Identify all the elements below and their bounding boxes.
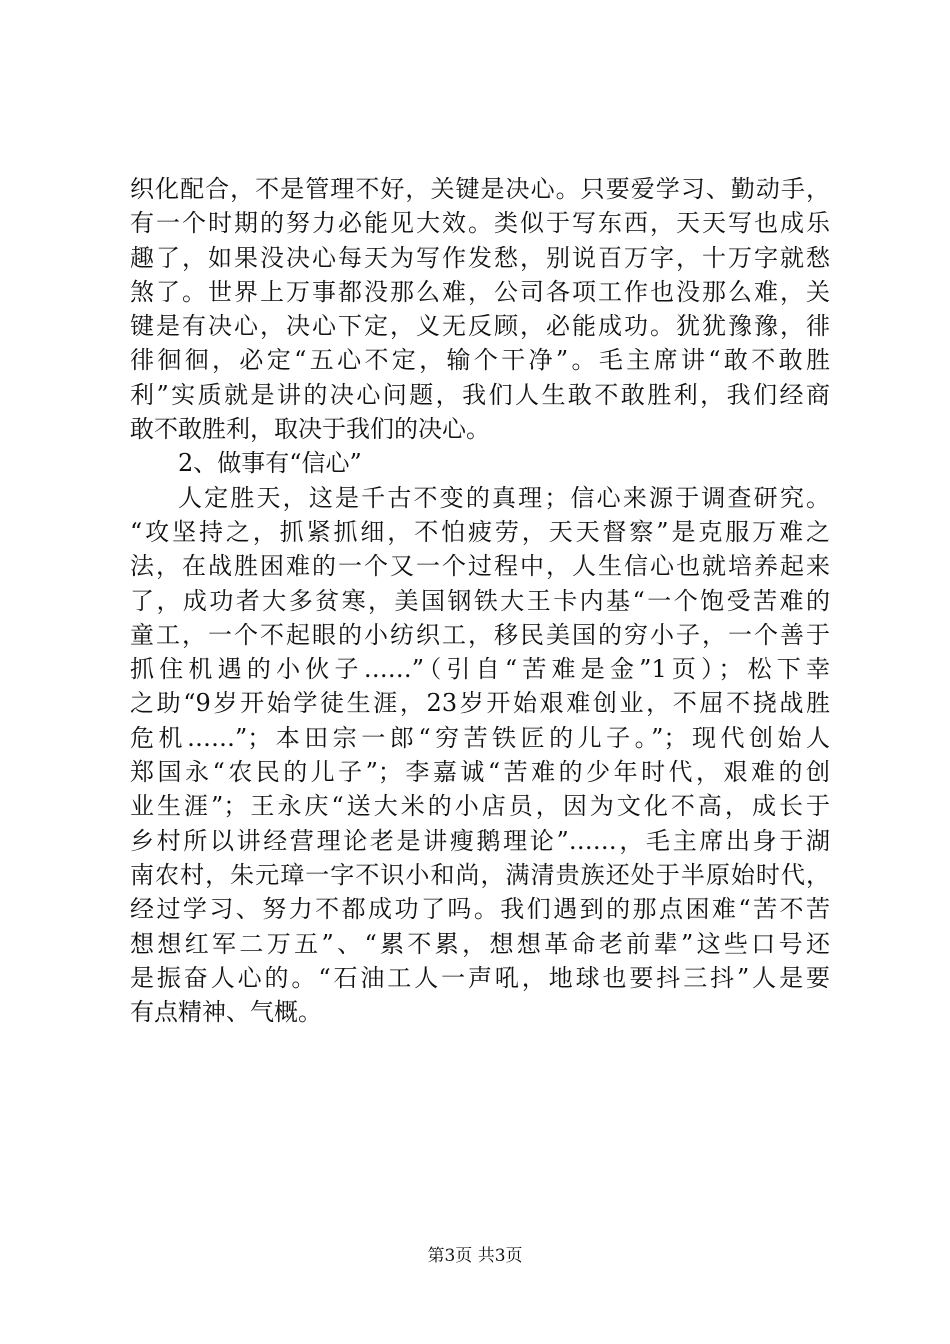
paragraph-2-line: 抓住机遇的小伙子……”（引自“苦难是金”1页）；松下幸 [130, 655, 830, 684]
paragraph-2-line: 法，在战胜困难的一个又一个过程中，人生信心也就培养起来 [130, 552, 830, 581]
paragraph-1-line: 煞了。世界上万事都没那么难，公司各项工作也没那么难，关 [130, 277, 830, 306]
paragraph-2-line: 南农村，朱元璋一字不识小和尚，满清贵族还处于半原始时代， [130, 860, 830, 889]
paragraph-2-line: 业生涯”；王永庆“送大米的小店员，因为文化不高，成长于 [130, 792, 830, 821]
paragraph-2-line: 有点精神、气概。 [130, 998, 322, 1027]
paragraph-2-line: 了，成功者大多贫寒，美国钢铁大王卡内基“一个饱受苦难的 [130, 586, 830, 615]
paragraph-1-line: 徘徊徊，必定“五心不定，输个干净”。毛主席讲“敢不敢胜 [130, 346, 830, 375]
paragraph-2-line: 之助“9岁开始学徒生涯，23岁开始艰难创业，不屈不挠战胜 [130, 689, 830, 718]
paragraph-2-line: 乡村所以讲经营理论老是讲瘦鹅理论”……，毛主席出身于湖 [130, 826, 830, 855]
page-footer [0, 1244, 950, 1268]
paragraph-1-line: 织化配合，不是管理不好，关键是决心。只要爱学习、勤动手， [130, 175, 830, 203]
paragraph-2-line: 危机……”；本田宗一郎“穷苦铁匠的儿子。”；现代创始人 [130, 723, 830, 752]
paragraph-1-line: 敢不敢胜利，取决于我们的决心。 [130, 415, 490, 444]
paragraph-1-line: 趣了，如果没决心每天为写作发愁，别说百万字，十万字就愁 [130, 243, 830, 272]
section-heading: 2、做事有“信心” [178, 449, 362, 478]
paragraph-2-line: “攻坚持之，抓紧抓细，不怕疲劳，天天督察”是克服万难之 [130, 517, 830, 546]
paragraph-2-line: 人定胜天，这是千古不变的真理；信心来源于调查研究。 [178, 483, 830, 512]
paragraph-2-line: 想想红军二万五”、“累不累，想想革命老前辈”这些口号还 [130, 929, 830, 958]
document-body [130, 172, 830, 1029]
paragraph-1-line: 有一个时期的努力必能见大效。类似于写东西，天天写也成乐 [130, 209, 830, 238]
paragraph-2-line: 是振奋人心的。“石油工人一声吼，地球也要抖三抖”人是要 [130, 963, 830, 992]
page-number-label: 第3页 共3页 [427, 1246, 523, 1266]
paragraph-2-line: 郑国永“农民的儿子”；李嘉诚“苦难的少年时代，艰难的创 [130, 758, 830, 787]
paragraph-2-line: 童工，一个不起眼的小纺织工，移民美国的穷小子，一个善于 [130, 620, 830, 649]
paragraph-1-line: 键是有决心，决心下定，义无反顾，必能成功。犹犹豫豫，徘 [130, 312, 830, 341]
paragraph-1-line: 利”实质就是讲的决心问题，我们人生敢不敢胜利，我们经商 [130, 380, 830, 409]
paragraph-2-line: 经过学习、努力不都成功了吗。我们遇到的那点困难“苦不苦 [130, 895, 830, 924]
